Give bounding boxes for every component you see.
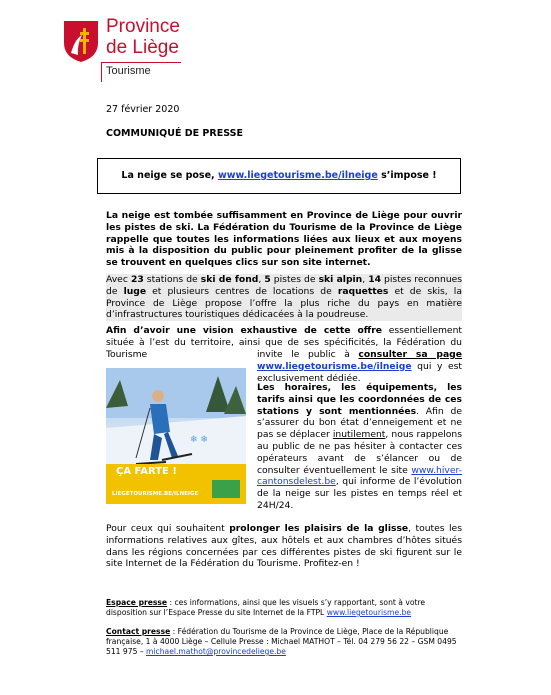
svg-text:❄ ❄: ❄ ❄ <box>190 435 208 445</box>
logo-divider <box>101 62 102 82</box>
logo-wordmark: Province de Liège <box>106 16 180 58</box>
accommodation-paragraph: Pour ceux qui souhaitent prolonger les plaisirs de la glisse, toutes les informations relatives aux gîtes, aux hôtels et aux chambres d’hôtes situés dans les régions concernées par ces différentes pistes de ski figurent sur le site Internet de la Fédération du Tourisme. Profitez-en ! <box>106 523 462 570</box>
liegetourisme-link[interactable]: www.liegetourisme.be <box>326 608 412 617</box>
press-contact-note: Contact presse : Fédération du Tourisme de la Province de Liège, Place de la République française, 1 à 4000 Liège – Cellule Presse : Michael MATHOT – Tél. 04 279 56 22 – GSM 0495 511 975 – michael.mathot@provincedeliege.be <box>106 627 457 656</box>
intro-paragraph: La neige est tombée suffisamment en Province de Liège pour ouvrir les pistes de ski. La Fédération du Tourisme de la Province de Liège rappelle que toutes les informations liées aux lieux et aux moyens mis à la disposition du public pour pleinement profiter de la glisse se trouvent en quelques clics sur son site internet. <box>106 210 462 269</box>
headline-link[interactable]: www.liegetourisme.be/ilneige <box>217 170 378 181</box>
photo-tag: LIEGETOURISME.BE/ILNEIGE <box>112 491 199 497</box>
details-paragraph: Les horaires, les équipements, les tarifs ainsi que les coordonnées de ces stations y sont mentionnées. Afin de s’assurer du bon état d’enneigement et ne pas se déplacer inutilement, nous rappelons au public de ne pas hésiter à contacter ces opérateurs avant de s’élancer ou de consulter éventuellement le site www.hiver-cantonsdelest.be, qui informe de l’évolution de la neige sur les pistes en temps réel et 24H/24. <box>257 382 462 511</box>
contact-email-link[interactable]: michael.mathot@provincedeliege.be <box>146 647 286 656</box>
release-date: 27 février 2020 <box>106 104 180 115</box>
page-title: COMMUNIQUÉ DE PRESSE <box>106 128 243 139</box>
ski-promo-image <box>106 368 246 504</box>
skier-illustration <box>106 368 246 504</box>
offer-paragraph-cont: invite le public à consulter sa page www.liegetourisme.be/ilneige qui y est exclusivement dédiée. <box>257 349 463 384</box>
offer-paragraph: Afin d’avoir une vision exhaustive de cette offre essentiellement située à l’est du territoire, ainsi que de ses spécificités, la Fédération du Tourisme <box>106 325 462 360</box>
headline-text: La neige se pose, www.liegetourisme.be/ilneige s’impose ! <box>121 170 437 181</box>
ilneige-link[interactable]: www.liegetourisme.be/ilneige <box>257 360 412 372</box>
logo-divider-horizontal <box>101 62 181 63</box>
photo-caption: ÇA FARTE ! <box>116 466 177 477</box>
province-shield-logo <box>62 19 100 63</box>
logo-subtitle: Tourisme <box>106 65 151 77</box>
press-space-note: Espace presse : ces informations, ainsi que les visuels s’y rapportant, sont à votre disposition sur l’Espace Presse du site Internet de la FTPL www.liegetourisme.be <box>106 598 426 617</box>
stations-paragraph: Avec 23 stations de ski de fond, 5 pistes de ski alpin, 14 pistes reconnues de luge et plusieurs centres de locations de raquettes et de skis, la Province de Liège propose l’offre la plus riche du pays en matière d’infrastructures touristiques dédicacées à la poudreuse. <box>106 274 463 321</box>
hiver-link[interactable]: www.hiver-cantonsdelest.be <box>257 464 462 488</box>
